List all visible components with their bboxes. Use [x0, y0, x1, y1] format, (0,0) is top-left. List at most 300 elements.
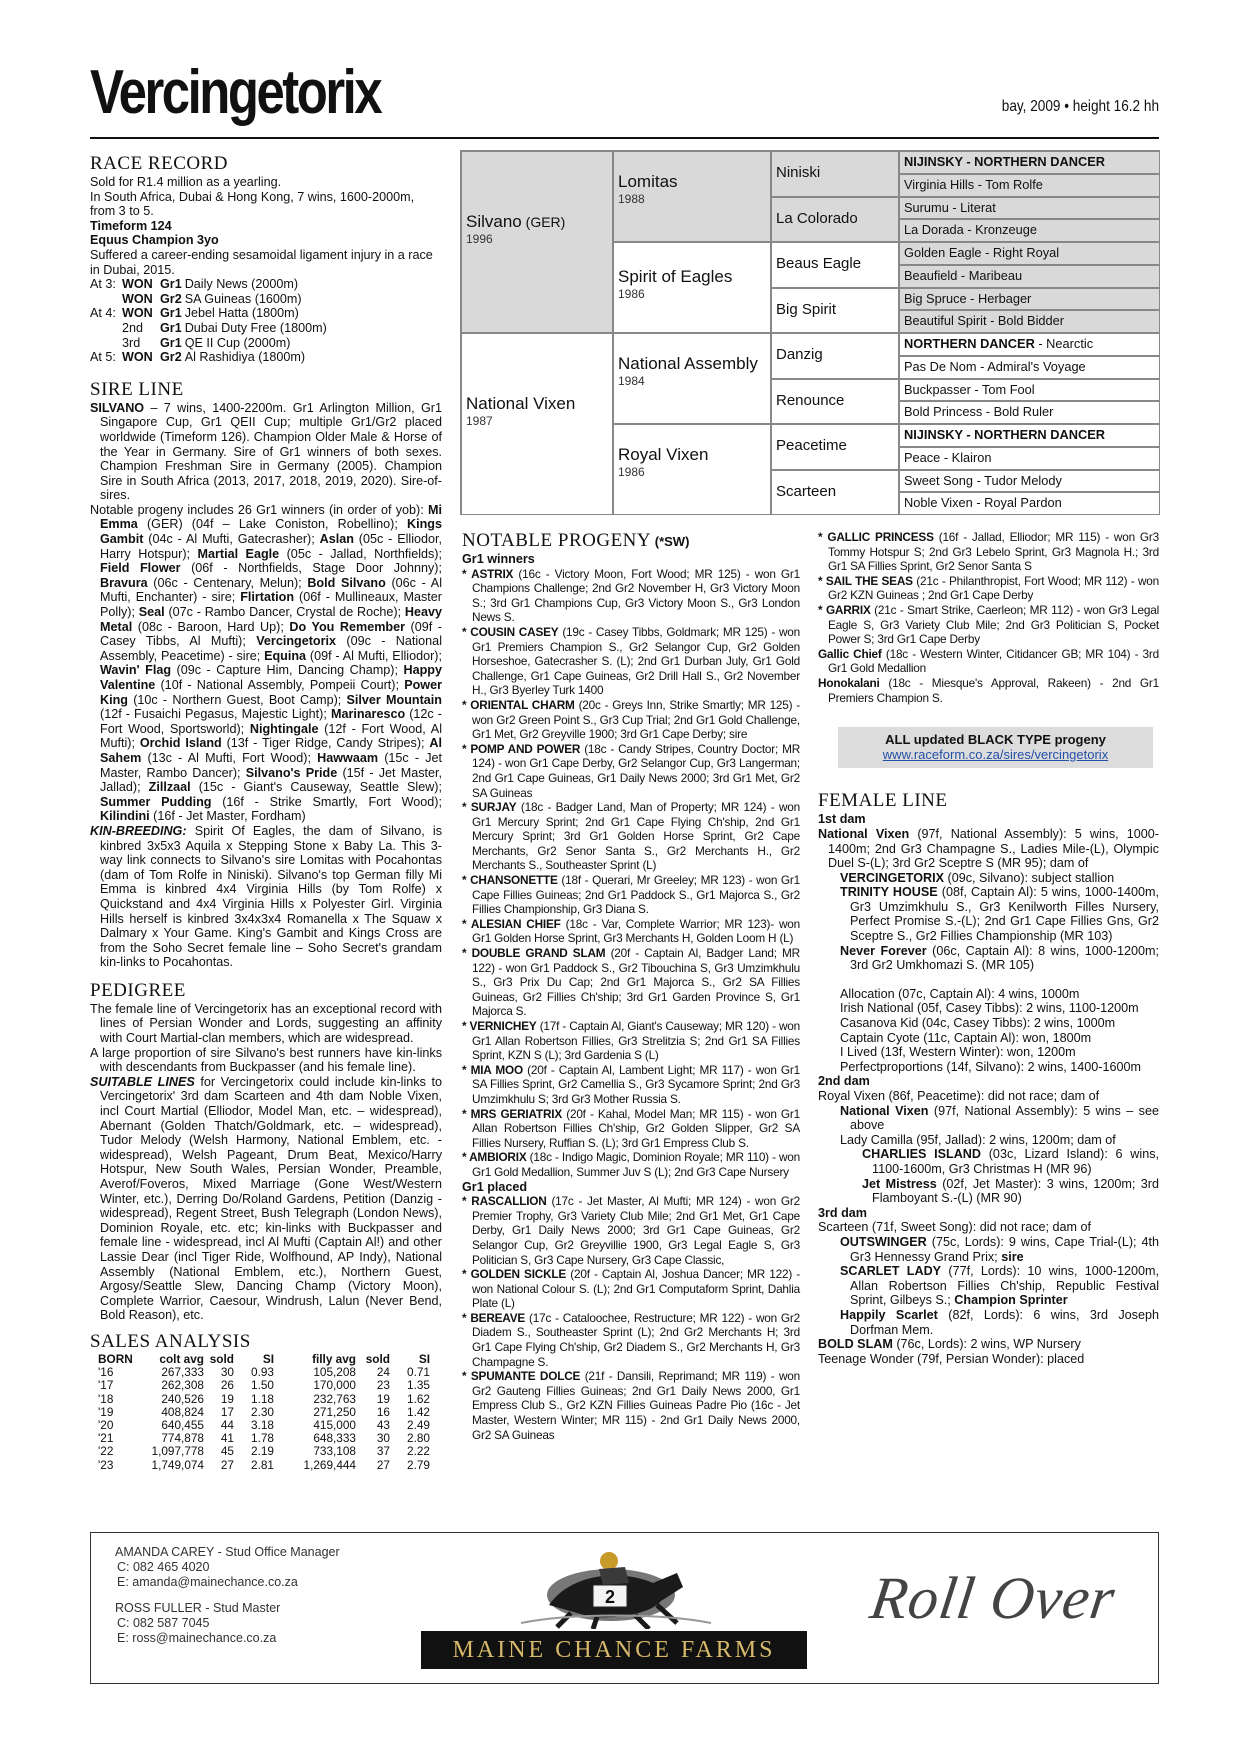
- progeny-entry-desc: (18c - Candy Stripes, Country Doctor; MR 124) - won Gr1 Cape Derby, Gr2 Selangor Cup, Gr3 Langerman; 2nd Gr1 Cape Guineas, Gr1 Daily News 2000; 3rd Gr1 Met, Gr2 SA Guineas: [472, 741, 801, 800]
- progeny-entry-name: * RASCALLION: [462, 1194, 547, 1209]
- progeny-entry-name: * POMP AND POWER: [462, 741, 581, 756]
- progeny-entry-name: * SURJAY: [462, 800, 517, 815]
- pedigree-gen4-name: - Nearctic: [1034, 336, 1094, 351]
- pedigree-gen3-name: Scarteen: [776, 482, 837, 500]
- pedigree-gen4-cell: [899, 174, 1160, 197]
- ross-phone[interactable]: C: 082 587 7045: [117, 1616, 210, 1630]
- progeny-entry: [462, 1369, 800, 1442]
- silvano-summary: SILVANO – 7 wins, 1400-2200m. Gr1 Arlington Million, Gr1 Singapore Cup, Gr1 QEII Cup; multiple Gr1/Gr2 placed worldwide (Timeform 126). Champion Older Male & Horse of the Year in Germany. Sire of Gr1 winners of both sexes. Champion Freshman Sire in Germany (2005). Champion Sire in South Africa (2013, 2017, 2018, 2019, 2020). Sire-of-sires.: [90, 400, 442, 503]
- pedigree-gen4-name: Surumu - Literat: [904, 199, 996, 215]
- pedigree-gen3-name: Big Spirit: [776, 300, 837, 318]
- progeny-name: Summer Pudding: [100, 794, 212, 809]
- progeny-entry: [462, 698, 800, 742]
- pedigree-gen4-name: Virginia Hills - Tom Rolfe: [904, 176, 1043, 192]
- charlies-island-entry: CHARLIES ISLAND (03c, Lizard Island): 6 wins, 1100-1600m, Gr3 Christmas H (MR 96): [862, 1147, 1159, 1176]
- sales-cell: 1.78: [251, 1431, 274, 1446]
- progeny-entry: [462, 1194, 800, 1267]
- pedigree-para-1: The female line of Vercingetorix has an exceptional record with lines of Persian Wonder and Lords, suggesting an affinity with Court Martial-clan members, which are widespread.: [90, 1001, 442, 1046]
- sibling-entry: Irish National (05f, Casey Tibbs): 2 wins, 1100-1200m: [840, 1001, 1139, 1016]
- sales-header-cell: sold: [209, 1351, 234, 1366]
- vercingetorix-entry: VERCINGETORIX (09c, Silvano): subject stallion: [840, 870, 1115, 885]
- notable-progeny-column: [462, 530, 800, 1442]
- progeny-entry-name: * SAIL THE SEAS: [818, 573, 913, 588]
- pedigree-gen3-cell: [771, 470, 899, 516]
- sales-cell: 2.22: [407, 1444, 430, 1459]
- sales-cell: '21: [98, 1431, 114, 1446]
- progeny-entry-name: * SPUMANTE DOLCE: [462, 1369, 581, 1384]
- progeny-name: Martial Eagle: [197, 546, 280, 561]
- progeny-entry-desc: (20f - Kahal, Model Man; MR 115) - won Gr1 Allan Robertson Fillies Ch'ship, Gr2 Golden Slipper, Gr2 SA Fillies Nursery, Ruffian S. (L); 3rd Gr1 Empress Club S.: [472, 1106, 801, 1150]
- pedigree-gen4-cell: [899, 333, 1160, 356]
- lady-camilla-block: [818, 1133, 1159, 1206]
- progeny-entry: [462, 800, 800, 873]
- pedigree-gen4-cell: [899, 492, 1160, 515]
- progeny-entry-desc: (20f - Captain Al, Badger Land; MR 122) - won Gr1 Paddock S., Gr2 Tibouchina S, Gr3 Umzimkhulu S., Gr3 Prix Du Cap; 2nd Gr1 Majorca S., Gr2 SA Fillies Guineas, Gr2 Fillies Ch'ship; 3rd Gr1 Garden Province S, Gr1 Majorca S.: [472, 946, 800, 1019]
- contact-ross: ROSS FULLER - Stud Master C: 082 587 7045 E: ross@mainechance.co.za: [115, 1601, 281, 1645]
- outswinger-entry: OUTSWINGER (75c, Lords): 9 wins, Cape Trial-(L); 4th Gr3 Hennessy Grand Prix; sire: [840, 1234, 1159, 1264]
- sales-table: [96, 1353, 432, 1472]
- sales-cell: '22: [98, 1444, 114, 1459]
- progeny-name: Equina: [264, 648, 307, 663]
- pedigree-gen4-cell: [899, 310, 1160, 333]
- pedigree-gen4-name: Golden Eagle - Right Royal: [904, 245, 1060, 260]
- pedigree-gen3-name: Danzig: [776, 346, 823, 363]
- progeny-entry-desc: (17c - Jet Master, Al Mufti; MR 124) - won Gr2 Premier Trophy, Gr3 Variety Club Mile; 2nd Gr1 Met, Gr1 Cape Derby, Gr1 Daily News 2000; 3rd Gr1 Cape Guineas, Gr2 Selangor Cup, Gr2 Greyvillie 1900, Gr3 Legal Eagle S, Gr3 Politician S, Gr3 Cape Nursery, Gr3 Cape Classic,: [472, 1194, 800, 1267]
- sales-cell: 27: [220, 1457, 234, 1472]
- progeny-desc: (06f - Northfields, Stage Door Johnny);: [180, 561, 443, 576]
- progeny-entry-desc: (20c - Greys Inn, Strike Smartly; MR 125) - won Gr2 Green Point S., Gr3 Cup Trial; 2nd Gr1 Gold Challenge, Gr1 Met, Gr2 Greyville 1900; 3rd Gr1 Cape Derby; sire: [472, 697, 801, 742]
- race-result-row: 3rd Gr1 QE II Cup (2000m): [122, 335, 291, 350]
- progeny-entry-name: * GOLDEN SICKLE: [462, 1267, 567, 1282]
- sales-cell: 37: [376, 1444, 390, 1459]
- pedigree-sire: Silvano (GER) 1996: [461, 151, 613, 333]
- progeny-name: Zillzaal: [148, 780, 191, 795]
- pedigree-gen4-name: Buckpasser - Tom Fool: [904, 381, 1035, 397]
- sire-progeny-list: Notable progeny includes 26 Gr1 winners (in order of yob): Mi Emma (GER) (04f – Lake Coniston, Robellino); Kings Gambit (04c - Al Mufti, Gatecrasher); Aslan (05c - Elliodor, Harry Hotspur); Martial Eagle (05c - Jallad, Northfields); Field Flower (06f - Northfields, Stage Door Johnny); Bravura (06c - Centenary, Melun); Bold Silvano (06c - Al Mufti, Enchanter) - sire; Flirtation (06f - Mullineaux, Master Polly); Seal (07c - Rambo Dancer, Crystal de Roche); Heavy Metal (08c - Baroon, Hard Up); Do You Remember (09f - Casey Tibbs, Al Mufti); Vercingetorix (09c - National Assembly, Peacetime) - sire; Equina (09f - Al Mufti, Elliodor); Wavin' Flag (09c - Capture Him, Dancing Champ); Happy Valentine (10f - National Assembly, Pompeii Court); Power King (10c - Northern Guest, Boot Camp); Silver Mountain (12f - Fusaichi Pegasus, Majestic Light); Marinaresco (12c - Fort Wood, Sportsworld); Nightingale (12f - Fort Wood, Al Mufti); Orchid Island (13f - Tiger Ridge, Candy Stripes); Al Sahem (13c - Al Mufti, Fort Wood); Hawwaam (15c - Jet Master, Rambo Dancer); Silvano's Pride (15f - Jet Master, Jallad); Zillzaal (15c - Giant's Causeway, Seattle Slew); Summer Pudding (16f - Strike Smartly, Fort Wood); Kilindini (16f - Jet Master, Fordham): [90, 502, 443, 824]
- race-record-heading: RACE RECORD: [90, 153, 228, 174]
- national-vixen-entry: National Vixen (97f, National Assembly): 5 wins, 1000-1400m; 2nd Gr3 Champagne S., Ladies Mile-(L), Olympic Duel S-(L); 3rd Gr2 Sceptre S (MR 95); dam of: [818, 826, 1159, 871]
- notable-progeny-heading: NOTABLE PROGENY (*SW): [462, 530, 690, 551]
- roll-over-signature: Roll Over: [866, 1565, 1120, 1631]
- sales-cell: 774,878: [161, 1431, 204, 1446]
- sales-header-cell: colt avg: [159, 1351, 204, 1366]
- progeny-entry-desc: (17c - Cataloochee, Restructure; MR 122) - won Gr2 Diadem S., Southeaster Sprint (L); 2nd Gr2 Merchants H; 3rd Gr1 Cape Flying Ch'ship, Gr2 Diadem S., Gr2 Merchants H, Gr3 Champagne S.: [472, 1310, 800, 1369]
- progeny-name: Nightingale: [249, 721, 319, 736]
- pedigree-gen4-name: Peace - Klairon: [904, 449, 992, 465]
- progeny-desc: (09f - Al Mufti, Elliodor);: [306, 648, 442, 663]
- sales-cell: 105,208: [313, 1365, 356, 1380]
- right-column: [818, 530, 1159, 1366]
- sales-cell: 2.79: [407, 1457, 430, 1472]
- pedigree-gen3-cell: [771, 197, 899, 243]
- sales-cell: 2.30: [251, 1404, 274, 1419]
- progeny-entry-name: * ASTRIX: [462, 566, 514, 581]
- pedigree-gen3-name: Renounce: [776, 391, 845, 409]
- pedigree-gen3-cell: [771, 424, 899, 470]
- sales-cell: 3.18: [251, 1417, 274, 1432]
- sales-cell: 24: [376, 1365, 390, 1380]
- sales-cell: 43: [376, 1417, 390, 1432]
- first-dam-label: 1st dam: [818, 812, 866, 827]
- progeny-entry: [818, 530, 1159, 574]
- sales-cell: 1,269,444: [303, 1457, 356, 1472]
- progeny-name: Silvano's Pride: [245, 765, 338, 780]
- race-results: [90, 277, 333, 365]
- progeny-desc: (09c - National Assembly, Peacetime) - sire;: [100, 634, 442, 663]
- sales-cell: 44: [220, 1417, 234, 1432]
- progeny-name: Bold Silvano: [307, 575, 386, 590]
- pedigree-gen3-name: Niniski: [776, 164, 821, 181]
- third-dam-label: 3rd dam: [818, 1205, 867, 1220]
- pedigree-gen4-cell: [899, 379, 1160, 402]
- jet-mistress-entry: Jet Mistress (02f, Jet Master): 3 wins, 1200m; 3rd Flamboyant S.-(L) (MR 90): [862, 1176, 1160, 1206]
- sales-cell: '18: [98, 1391, 114, 1406]
- sales-cell: 17: [220, 1404, 234, 1419]
- farm-name: MAINE CHANCE FARMS: [421, 1631, 807, 1669]
- progeny-entry: [818, 647, 1159, 676]
- pedigree-gen4-name: Bold Princess - Bold Ruler: [904, 404, 1054, 420]
- sales-cell: '23: [98, 1457, 114, 1472]
- royal-vixen-entry: Royal Vixen (86f, Peacetime): did not race; dam of: [818, 1089, 1100, 1103]
- progeny-entry-name: * CHANSONETTE: [462, 873, 558, 888]
- pedigree-chart: [460, 150, 1160, 515]
- pedigree-gen4-cell: [899, 242, 1160, 265]
- progeny-desc: (04c - Al Mufti, Gatecrasher);: [143, 532, 320, 547]
- sales-cell: 2.19: [251, 1444, 274, 1459]
- progeny-desc: (05c - Jallad, Northfields);: [279, 546, 442, 561]
- sales-cell: 1,097,778: [151, 1444, 204, 1459]
- progeny-desc: (15c - Giant's Causeway, Seattle Slew);: [190, 780, 442, 795]
- amanda-phone[interactable]: C: 082 465 4020: [117, 1560, 210, 1574]
- progeny-name: Wavin' Flag: [100, 663, 172, 678]
- sales-row: [96, 1393, 432, 1406]
- progeny-entry: [462, 1150, 800, 1179]
- saddle-number: 2: [604, 1587, 616, 1607]
- progeny-entry-desc: (17f - Captain Al, Giant's Causeway; MR 120) - won Gr1 Allan Robertson Fillies, Gr3 Strelitzia S; 2nd Gr1 SA Fillies Sprint, KZN S (L); 3rd Gardenia S (L): [472, 1019, 800, 1063]
- second-dam-progeny: [818, 1104, 1159, 1133]
- progeny-entry-desc: (20f - Captain Al, Joshua Dancer; MR 122) - won National Colour S. (L); 2nd Gr1 Computaform Sprint, Dahlia Plate (L): [472, 1267, 801, 1311]
- sales-cell: 1.35: [407, 1378, 430, 1393]
- teenage-wonder-entry: Teenage Wonder (79f, Persian Wonder): placed: [818, 1351, 1085, 1366]
- progeny-entry: [462, 625, 800, 698]
- progeny-name: Heavy Metal: [100, 605, 442, 634]
- sales-row: [96, 1445, 432, 1458]
- progeny-entry: [462, 1107, 800, 1151]
- progeny-entry-name: * MRS GERIATRIX: [462, 1106, 563, 1121]
- progeny-desc: (06c - Al Mufti, Enchanter) - sire;: [100, 575, 442, 605]
- pedigree-gen4-cell: [899, 219, 1160, 242]
- pedigree-dam-dam: Royal Vixen 1986: [613, 424, 771, 515]
- progeny-entry-name: * AMBIORIX: [462, 1150, 527, 1165]
- black-type-promo: [838, 727, 1153, 768]
- sales-cell: 2.49: [407, 1417, 430, 1432]
- happily-scarlet-entry: Happily Scarlet (82f, Lords): 6 wins, 3rd Joseph Dorfman Mem.: [840, 1307, 1159, 1337]
- horse-details: bay, 2009 • height 16.2 hh: [1001, 98, 1159, 115]
- sibling-entry: I Lived (13f, Western Winter): won, 1200m: [840, 1045, 1076, 1060]
- race-result-row: At 3: WON Gr1 Daily News (2000m): [90, 277, 299, 292]
- amanda-email[interactable]: E: amanda@mainechance.co.za: [117, 1575, 298, 1589]
- pedigree-gen4-cell: [899, 447, 1160, 470]
- progeny-desc: (15c - Jet Master, Rambo Dancer);: [100, 750, 443, 780]
- progeny-name: Kings Gambit: [100, 517, 442, 547]
- sales-header-cell: sold: [365, 1351, 390, 1366]
- progeny-entry: [818, 574, 1159, 603]
- progeny-name: Flirtation: [240, 590, 295, 605]
- sales-cell: 733,108: [313, 1444, 356, 1459]
- female-line-heading: FEMALE LINE: [818, 790, 948, 812]
- progeny-desc: (09f - Casey Tibbs, Al Mufti);: [100, 619, 442, 649]
- progeny-entry: [818, 676, 1159, 705]
- progeny-desc: (06c - Centenary, Melun);: [147, 575, 308, 590]
- progeny-desc: (16f - Strike Smartly, Fort Wood);: [211, 794, 442, 809]
- sales-cell: 408,824: [161, 1404, 204, 1419]
- sales-cell: 415,000: [313, 1417, 356, 1432]
- kin-breeding: KIN-BREEDING: Spirit Of Eagles, the dam of Silvano, is kinbred 3x5x3 Aquila x Stepping Stone x Baby La. This 3-way link connects to Silvano's sire Lomitas with Pocahontas (dam of Tom Rolfe in Niniski). Silvano's top German filly Mi Emma is kinbred 4x4 Virginia Hills (by Tom Rolfe) x Quickstand and 4x4 Virginia Hills x Polyester Girl. Virginia Hills herself is kinbred 3x4x3x4 Romanella x The Squaw x Dalmary x Your Game. King's Gambit and Kings Cross are from the Soho Secret female line – Soho Secret's grandam kin-links to Pocahontas.: [90, 823, 442, 970]
- progeny-entry-name: * ORIENTAL CHARM: [462, 697, 575, 712]
- pedigree-para-2: A large proportion of sire Silvano's best runners have kin-links with descendants from Buckpasser (and his female line).: [90, 1045, 442, 1075]
- pedigree-gen4-bold: NIJINSKY - NORTHERN DANCER: [904, 427, 1105, 442]
- ross-email[interactable]: E: ross@mainechance.co.za: [117, 1631, 277, 1645]
- pedigree-gen3-name: Peacetime: [776, 437, 847, 454]
- progeny-desc: (15f - Jet Master, Jallad);: [100, 765, 442, 795]
- second-dam-label: 2nd dam: [818, 1074, 870, 1089]
- sales-cell: 41: [220, 1431, 234, 1446]
- sales-cell: 1,749,074: [151, 1457, 204, 1472]
- progeny-name: Seal: [138, 605, 165, 620]
- title-rule: [90, 137, 1159, 139]
- sales-header-cell: SI: [262, 1351, 274, 1366]
- sales-cell: 170,000: [313, 1378, 356, 1393]
- progeny-desc: (16f - Jet Master, Fordham): [149, 809, 306, 824]
- progeny-name: Vercingetorix: [256, 634, 337, 649]
- progeny-name: Hawwaam: [317, 750, 379, 765]
- timeform-rating: Timeform 124: [90, 218, 172, 233]
- progeny-name: Silver Mountain: [346, 692, 443, 707]
- pedigree-heading: PEDIGREE: [90, 979, 186, 1001]
- sibling-entry: Perfectproportions (14f, Silvano): 2 wins, 1400-1600m: [840, 1059, 1142, 1074]
- progeny-name: Power King: [100, 678, 442, 707]
- pedigree-gen4-bold: NORTHERN DANCER: [904, 336, 1035, 351]
- sales-cell: 27: [376, 1457, 390, 1472]
- pedigree-gen4-name: Big Spruce - Herbager: [904, 290, 1032, 306]
- progeny-entry: [462, 873, 800, 917]
- gr1-winners-label: Gr1 winners: [462, 552, 535, 566]
- sales-header-cell: filly avg: [312, 1351, 356, 1366]
- sales-cell: 16: [376, 1404, 390, 1419]
- progeny-entry-name: * VERNICHEY: [462, 1019, 537, 1033]
- progeny-entry-desc: (16c - Victory Moon, Fort Wood; MR 125) - won Gr1 Champions Challenge; 2nd Gr2 November H, Gr3 Victory Moon S.; 3rd Gr1 Champions Cup, Gr3 Victory Moon S., Gr3 London News S.: [472, 566, 800, 625]
- progeny-desc: (13f - Tiger Ridge, Candy Stripes);: [221, 736, 430, 751]
- progeny-entry: [462, 567, 800, 625]
- pedigree-gen4-name: Beautiful Spirit - Bold Bidder: [904, 313, 1065, 329]
- progeny-entry-desc: (21f - Dansili, Reprimand; MR 119) - won Gr2 Gauteng Fillies Guineas; 2nd Gr1 Daily News 2000, Gr1 Empress Club S., Gr2 KZN Fillies Guineas Padre Pio (16c - Jet Master, Western Winter; MR 115) - 2nd Gr1 Daily News 2000, Gr2 SA Guineas: [472, 1369, 800, 1442]
- progeny-entry-desc: (20f - Captain Al, Lambent Light; MR 117) - won Gr1 SA Fillies Sprint, Gr2 Camellia S., Gr3 Sycamore Sprint; 2nd Gr3 Umzimkhulu S; 3rd Gr3 Mother Russia S.: [472, 1062, 800, 1106]
- pedigree-dam-sire: National Assembly 1984: [613, 333, 771, 424]
- sales-cell: 23: [376, 1378, 390, 1393]
- progeny-desc: (10f - National Assembly, Pompeii Court);: [155, 678, 405, 692]
- progeny-entry: [462, 1019, 800, 1063]
- race-record-intro: Sold for R1.4 million as a yearling.: [90, 175, 282, 189]
- sales-header-cell: SI: [418, 1351, 430, 1366]
- pedigree-gen4-cell: [899, 470, 1160, 493]
- race-record-intro2: In South Africa, Dubai & Hong Kong, 7 wins, 1600-2000m, from 3 to 5.: [90, 189, 415, 219]
- progeny-entry-desc: (21c - Philanthropist, Fort Wood; MR 112) - won Gr2 KZN Guineas ; 2nd Gr1 Cape Derby: [828, 573, 1159, 603]
- page-title: Vercingetorix: [90, 58, 381, 127]
- pedigree-gen3-cell: [771, 333, 899, 379]
- pedigree-dam: National Vixen 1987: [461, 333, 613, 515]
- progeny-entry-desc: (18f - Querari, Mr Greeley; MR 123) - won Gr1 Cape Fillies Guineas; 2nd Gr1 Paddock S., Gr1 Majorca S., Gr2 Fillies Championship, Gr3 Diana S.: [472, 873, 801, 917]
- sales-heading: SALES ANALYSIS: [90, 1330, 251, 1352]
- progeny-name: Bravura: [100, 575, 148, 590]
- progeny-desc: (GER) (04f – Lake Coniston, Robellino);: [137, 517, 408, 532]
- pedigree-gen3-cell: [771, 242, 899, 288]
- lady-camilla-entry: Lady Camilla (95f, Jallad): 2 wins, 1200m; dam of: [840, 1132, 1116, 1147]
- left-column: [90, 153, 442, 1472]
- pedigree-gen4-bold: NIJINSKY - NORTHERN DANCER: [904, 154, 1105, 169]
- progeny-entry-desc: (19c - Casey Tibbs, Goldmark; MR 125) - won Gr1 Premiers Champion S., Gr2 Selangor Cup, Gr2 Golden Horseshoe, Gatecrasher S. (L); 2nd Gr1 Durban July, Gr1 Gold Challenge, Gr1 Cape Guineas, Gr2 Drill Hall S., Gr2 November H., Gr3 Byerley Turk 1400: [472, 624, 800, 698]
- scarteen-entry: Scarteen (71f, Sweet Song): did not race; dam of: [818, 1220, 1092, 1235]
- sales-cell: 2.80: [407, 1431, 430, 1446]
- bold-slam-entry: BOLD SLAM (76c, Lords): 2 wins, WP Nursery: [818, 1337, 1081, 1352]
- progeny-entry: [462, 946, 800, 1019]
- pedigree-gen4-cell: [899, 356, 1160, 379]
- sales-cell: 267,333: [161, 1365, 204, 1380]
- progeny-desc: (13c - Al Mufti, Fort Wood);: [141, 750, 318, 765]
- pedigree-gen4-cell: [899, 401, 1160, 424]
- third-dam-progeny: [818, 1235, 1159, 1337]
- progeny-entry-desc: (18c - Badger Land, Man of Property; MR 124) - won Gr1 Mercury Sprint; 2nd Gr1 Cape Flying Ch'ship, 2nd Gr1 Mercury Sprint; 3rd Gr1 Golden Horse Sprint, Gr2 Cape Merchants, Gr2 Senor Santa S., Gr2 Merchants H., Gr2 Merchants S., Southeaster Sprint (L): [472, 800, 800, 873]
- progeny-name: Orchid Island: [139, 736, 222, 751]
- progeny-entry-name: * ALESIAN CHIEF: [462, 916, 561, 931]
- progeny-name: Happy Valentine: [100, 663, 442, 692]
- raceform-link[interactable]: www.raceform.co.za/sires/vercingetorix: [882, 746, 1109, 762]
- sales-cell: 0.93: [251, 1365, 274, 1380]
- sales-cell: '20: [98, 1417, 114, 1432]
- progeny-desc: (12f - Fusaichi Pegasus, Majestic Light);: [100, 707, 331, 722]
- sales-cell: 30: [220, 1365, 234, 1380]
- sibling-entry: Casanova Kid (04c, Casey Tibbs): 2 wins, 1000m: [840, 1016, 1116, 1031]
- progeny-entry-name: * GALLIC PRINCESS: [818, 530, 934, 544]
- racehorse-illustration: [421, 1543, 807, 1629]
- sibling-entry: Captain Cyote (11c, Captain Al): won, 1800m: [840, 1030, 1092, 1045]
- sales-cell: 45: [220, 1444, 234, 1459]
- progeny-entry-name: * DOUBLE GRAND SLAM: [462, 946, 606, 961]
- progeny-desc: (05c - Elliodor, Harry Hotspur);: [100, 532, 442, 561]
- sales-cell: '16: [98, 1365, 114, 1380]
- progeny-name: Al Sahem: [100, 736, 442, 765]
- progeny-entry-desc: (18c - Var, Complete Warrior; MR 123)- won Gr1 Golden Horse Sprint, Gr3 Merchants H, Golden Loom H (L): [472, 916, 800, 946]
- progeny-entry-name: * COUSIN CASEY: [462, 624, 559, 639]
- injury-note: Suffered a career-ending sesamoidal ligament injury in a race in Dubai, 2015.: [90, 247, 433, 277]
- progeny-entry: [818, 603, 1159, 647]
- sales-row: [96, 1379, 432, 1392]
- progeny-desc: (07c - Rambo Dancer, Crystal de Roche);: [164, 605, 405, 620]
- pedigree-gen4-cell: [899, 265, 1160, 288]
- pedigree-gen4-cell: [899, 288, 1160, 311]
- suitable-lines: SUITABLE LINES for Vercingetorix could include kin-links to Vercingetorix' 3rd dam Scarteen and 4th dam Noble Vixen, incl Court Martial (Elliodor, Model Man, etc. – widespread), Abernant (Golden Thatch/Goldmark, etc. – widespread), Tudor Melody (Welsh Harmony, National Emblem, etc. - widespread), Welsh Pageant, Drum Beat, Mexico/Harry Hotspur, New South Wales, Persian Wonder, Preamble, Averof/Foveros, Mixed Marriage (Gone West/Western Winter, etc.), Derring Do/Roland Gardens, Petition (Danzig - widespread), Regent Street, Bush Telegraph (London News), Dominion Royale, etc. etc; kin-links with Buckpasser and female line - widespread, incl Al Mufti (Captain Al!) and other Lassie Dear (incl Tiger Ride, Wolfhound, AP Indy), National Assembly (National Emblem, etc.), Northern Guest, Argosy/Seattle Slew, Dancing Champ (Victory Moon), Complete Warrior, Caesour, Windrush, Lalun (Never Bend, Bold Reason), etc.: [90, 1074, 442, 1323]
- sales-cell: 240,526: [161, 1391, 204, 1406]
- sales-cell: 271,250: [313, 1404, 356, 1419]
- sales-cell: 1.18: [251, 1391, 274, 1406]
- sales-cell: 640,455: [161, 1417, 204, 1432]
- progeny-name: Kilindini: [100, 809, 150, 824]
- trinity-house-entry: TRINITY HOUSE (08f, Captain Al): 5 wins, 1000-1400m, Gr3 Umzimkhulu S., Gr3 Kenilworth Filles Nursery, Perfect Promise S.-(L); 2nd Gr1 Cape Fillies Gns, Gr2 Sceptre S., Gr2 Fillies Championship (MR 103): [840, 885, 1159, 944]
- progeny-entry-desc: (18c - Western Winter, Citidancer GB; MR 104) - 3rd Gr1 Gold Medallion: [828, 646, 1159, 676]
- pedigree-gen3-name: Beaus Eagle: [776, 255, 862, 272]
- never-forever-entry: Never Forever (06c, Captain Al): 8 wins, 1000-1200m; 3rd Gr2 Umkhomazi S. (MR 105): [840, 943, 1159, 973]
- progeny-name: Field Flower: [100, 561, 181, 576]
- sales-row: [96, 1459, 432, 1472]
- race-result-row: 2nd Gr1 Dubai Duty Free (1800m): [122, 320, 327, 335]
- pedigree-gen3-cell: [771, 379, 899, 425]
- promo-title: ALL updated BLACK TYPE progeny: [885, 732, 1106, 748]
- sales-cell: 1.62: [407, 1391, 430, 1406]
- sales-cell: 648,333: [313, 1431, 356, 1446]
- progeny-entry-name: * GARRIX: [818, 602, 871, 617]
- pedigree-gen4-cell: [899, 151, 1160, 174]
- progeny-desc: (10c - Northern Guest, Boot Camp);: [127, 692, 347, 707]
- progeny-entry-name: Gallic Chief: [818, 646, 882, 661]
- pedigree-gen4-cell: [899, 424, 1160, 447]
- sales-cell: '19: [98, 1404, 114, 1419]
- sales-header-cell: BORN: [98, 1351, 133, 1366]
- pedigree-gen4-cell: [899, 197, 1160, 220]
- lady-camilla-progeny: [840, 1147, 1159, 1205]
- sales-cell: 232,763: [313, 1391, 356, 1406]
- progeny-entry-desc: (18c - Miesque's Approval, Rakeen) - 2nd Gr1 Premiers Champion S.: [828, 675, 1159, 705]
- gr1-placed-label: Gr1 placed: [462, 1179, 528, 1194]
- pedigree-gen4-name: Sweet Song - Tudor Melody: [904, 472, 1062, 488]
- progeny-desc: (12c - Fort Wood, Sportsworld);: [100, 707, 442, 736]
- contact-amanda: AMANDA CAREY - Stud Office Manager C: 082 465 4020 E: amanda@mainechance.co.za: [115, 1545, 340, 1589]
- progeny-entry-desc: (18c - Indigo Magic, Dominion Royale; MR 110) - won Gr1 Gold Medallion, Summer Juv S (L); 2nd Gr3 Cape Nursery: [472, 1150, 801, 1179]
- progeny-desc: (08c - Baroon, Hard Up);: [132, 619, 290, 634]
- race-result-row: At 5: WON Gr2 Al Rashidiya (1800m): [90, 350, 306, 365]
- progeny-entry: [462, 1311, 800, 1369]
- pedigree-gen4-name: La Dorada - Kronzeuge: [904, 222, 1038, 238]
- sales-cell: 19: [376, 1391, 390, 1406]
- sales-cell: 1.50: [251, 1378, 274, 1393]
- progeny-desc: (09c - Capture Him, Dancing Champ);: [171, 663, 404, 678]
- progeny-name: Mi Emma: [100, 502, 442, 532]
- pedigree-gen4-name: Beaufield - Maribeau: [904, 267, 1023, 283]
- progeny-entry: [462, 1063, 800, 1107]
- progeny-entry-name: * BEREAVE: [462, 1310, 526, 1325]
- sales-row: [96, 1406, 432, 1419]
- pedigree-gen3-name: La Colorado: [776, 209, 858, 227]
- first-dam-progeny: [818, 871, 1159, 1075]
- pedigree-sire-dam: Spirit of Eagles 1986: [613, 242, 771, 333]
- sales-cell: 26: [220, 1378, 234, 1393]
- sales-cell: 0.71: [407, 1365, 430, 1380]
- pedigree-gen4-name: Pas De Nom - Admiral's Voyage: [904, 358, 1086, 374]
- progeny-entry-name: * MIA MOO: [462, 1062, 523, 1077]
- progeny-entry: [462, 917, 800, 946]
- pedigree-gen4-name: Noble Vixen - Royal Pardon: [904, 495, 1062, 511]
- sales-cell: 1.42: [407, 1404, 430, 1419]
- pedigree-sire-sire: Lomitas 1988: [613, 151, 771, 242]
- progeny-entry-desc: (16f - Jallad, Elliodor; MR 115) - won Gr3 Tommy Hotspur S; 2nd Gr3 Lebelo Sprint, Gr3 Magnola H.; 3rd Gr1 SA Fillies Sprint, Gr2 Senor Santa S: [828, 530, 1159, 574]
- progeny-name: Marinaresco: [330, 707, 406, 722]
- race-result-row: WON Gr2 SA Guineas (1600m): [122, 291, 302, 306]
- progeny-desc: (12f - Fort Wood, Al Mufti);: [100, 721, 442, 751]
- equus-award: Equus Champion 3yo: [90, 233, 219, 248]
- pedigree-gen3-cell: [771, 288, 899, 334]
- sales-cell: 2.81: [251, 1457, 274, 1472]
- progeny-entry-desc: (21c - Smart Strike, Caerleon; MR 112) - won Gr3 Legal Eagle S, Gr3 Variety Club Mile; 2nd Gr3 Politician S, Pocket Power S; 3rd Gr1 Cape Derby: [828, 602, 1159, 647]
- sibling-entry: Allocation (07c, Captain Al): 4 wins, 1000m: [840, 986, 1080, 1001]
- scarlet-lady-entry: SCARLET LADY (77f, Lords): 10 wins, 1000-1200m, Allan Robertson Fillies Ch'ship, Republic Festival Sprint, Gilbeys S.; Champion Sprinter: [840, 1264, 1159, 1308]
